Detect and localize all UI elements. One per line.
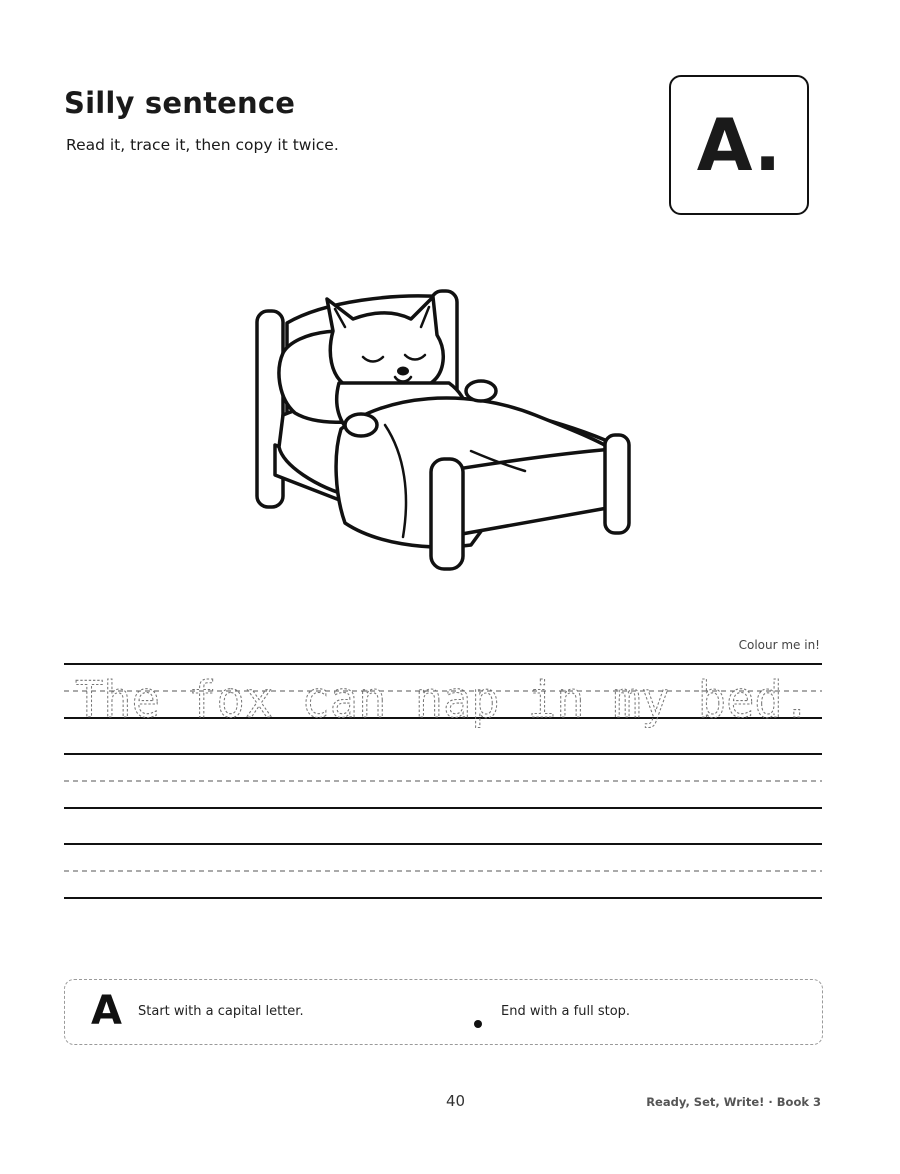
fox-paw-right [466, 381, 496, 401]
capital-letter-tip: Start with a capital letter. [138, 1004, 304, 1019]
letter-badge-text: A. [696, 103, 782, 187]
full-stop-dot-icon [474, 1020, 482, 1028]
fox-paw-left [345, 414, 377, 436]
trace-sentence: The fox can nap in my bed. [75, 671, 811, 729]
bed-post-front-left [431, 459, 463, 569]
copy-line-1 [64, 754, 822, 808]
letter-badge [669, 75, 809, 215]
sleeping-fox-in-bed-illustration [235, 275, 655, 585]
full-stop-tip: End with a full stop. [501, 1004, 631, 1019]
bed-post-front-right [605, 435, 629, 533]
copy-line-2 [64, 844, 822, 898]
handwriting-practice-lines [64, 655, 822, 905]
page-title: Silly sentence [64, 86, 296, 120]
fox-head [327, 297, 443, 393]
fox-nose [397, 367, 409, 376]
instruction-text: Read it, trace it, then copy it twice. [66, 136, 339, 154]
writing-tips-box [64, 979, 823, 1045]
page-number: 40 [446, 1092, 466, 1110]
capital-letter-example: A [91, 988, 122, 1034]
colour-me-in-note: Colour me in! [738, 638, 820, 652]
book-name: Ready, Set, Write! · Book 3 [646, 1095, 821, 1109]
trace-line-group [64, 664, 822, 729]
